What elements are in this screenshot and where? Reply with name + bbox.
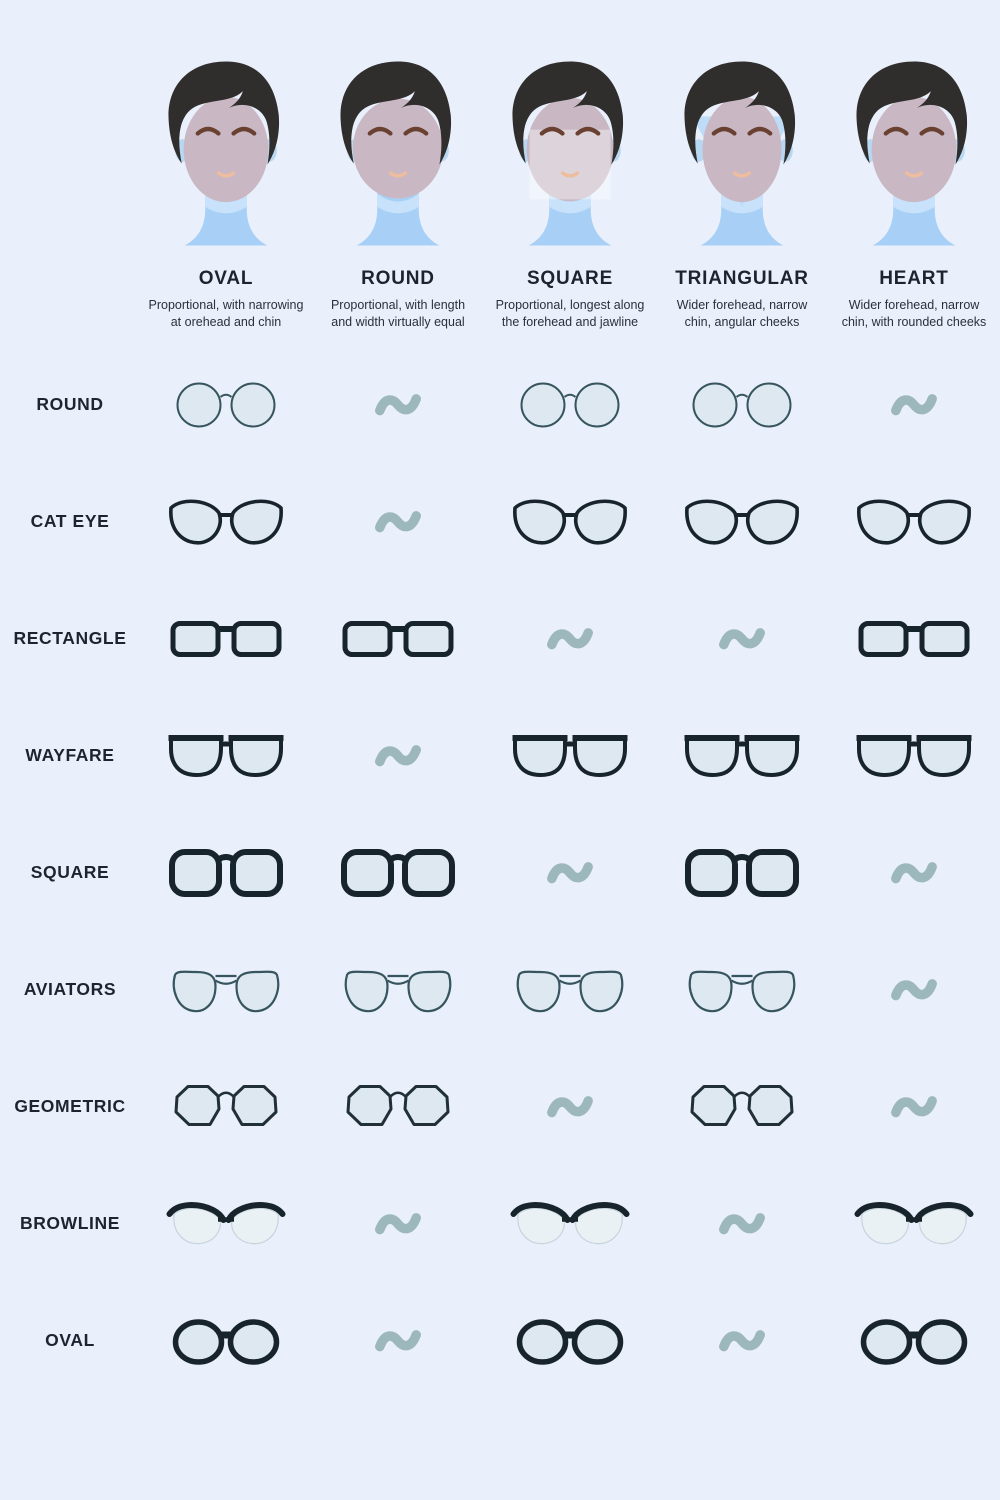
face-shape-description: Proportional, with narrowing at orehead and chin [148, 298, 304, 330]
tilde-icon [888, 1089, 940, 1124]
aviators-glasses-icon [338, 959, 458, 1019]
matrix-cell [828, 1193, 1000, 1253]
table-row [0, 463, 1000, 580]
rectangle-glasses-icon [338, 608, 458, 668]
matrix-cell [312, 738, 484, 773]
rectangle-glasses-icon [166, 608, 286, 668]
tilde-icon [372, 387, 424, 422]
matrix-cell [484, 1193, 656, 1253]
triangular-face-illustration [662, 58, 822, 256]
oval-glasses-icon [510, 1310, 630, 1370]
tilde-icon [888, 972, 940, 1007]
face-shape-label: OVAL [198, 268, 254, 289]
matrix-cell [484, 959, 656, 1019]
matrix-cell [484, 374, 656, 434]
row-label: WAYFARE [25, 744, 115, 765]
heart-face-icon [834, 58, 994, 256]
matrix-cell [312, 504, 484, 539]
cat-eye-glasses-icon [510, 491, 630, 551]
row-label: RECTANGLE [13, 627, 127, 648]
matrix-cell [484, 725, 656, 785]
table-row [0, 346, 1000, 463]
face-shape-description: Wider forehead, narrow chin, with rounded cheeks [841, 298, 987, 330]
browline-glasses-icon [166, 1193, 286, 1253]
matrix-cell [828, 491, 1000, 551]
row-label: OVAL [45, 1329, 95, 1350]
browline-glasses-icon [854, 1193, 974, 1253]
tilde-icon [716, 1323, 768, 1358]
round-face-illustration [318, 58, 478, 256]
face-shape-label: HEART [879, 268, 949, 289]
cat-eye-glasses-icon [854, 491, 974, 551]
matrix-cell [484, 621, 656, 656]
table-row [0, 1048, 1000, 1165]
header-row [0, 0, 1000, 332]
matrix-cell [656, 1076, 828, 1136]
matrix-cell [656, 621, 828, 656]
matrix-cell [656, 491, 828, 551]
wayfare-glasses-icon [510, 725, 630, 785]
wayfare-glasses-icon [682, 725, 802, 785]
matrix-cell [312, 959, 484, 1019]
face-shape-label: ROUND [361, 268, 435, 289]
geometric-glasses-icon [338, 1076, 458, 1136]
tilde-icon [372, 1206, 424, 1241]
face-column-heart [828, 58, 1000, 332]
matrix-cell [656, 725, 828, 785]
oval-face-illustration [146, 58, 306, 256]
matrix-cell [140, 1076, 312, 1136]
wayfare-glasses-icon [854, 725, 974, 785]
table-row [0, 814, 1000, 931]
tilde-icon [544, 621, 596, 656]
table-row [0, 931, 1000, 1048]
matrix-cell [140, 608, 312, 668]
tilde-icon [372, 504, 424, 539]
round-glasses-icon [682, 374, 802, 434]
row-label: GEOMETRIC [14, 1095, 126, 1116]
browline-glasses-icon [510, 1193, 630, 1253]
triangular-face-icon [662, 58, 822, 256]
matrix-cell [484, 1310, 656, 1370]
matrix-cell [140, 842, 312, 902]
tilde-icon [372, 1323, 424, 1358]
matrix-cell [140, 374, 312, 434]
table-row [0, 697, 1000, 814]
tilde-icon [888, 387, 940, 422]
cat-eye-glasses-icon [682, 491, 802, 551]
matrix-cell [656, 842, 828, 902]
wayfare-glasses-icon [166, 725, 286, 785]
tilde-icon [716, 621, 768, 656]
round-glasses-icon [166, 374, 286, 434]
tilde-icon [372, 738, 424, 773]
oval-glasses-icon [854, 1310, 974, 1370]
square-glasses-icon [682, 842, 802, 902]
matrix-cell [140, 491, 312, 551]
tilde-icon [544, 1089, 596, 1124]
matrix-cell [140, 1193, 312, 1253]
matrix-cell [828, 1310, 1000, 1370]
geometric-glasses-icon [166, 1076, 286, 1136]
oval-face-icon [146, 58, 306, 256]
row-label: BROWLINE [19, 1212, 121, 1233]
tilde-icon [544, 855, 596, 890]
matrix-cell [484, 855, 656, 890]
row-label: AVIATORS [23, 978, 117, 999]
matrix-cell [312, 1323, 484, 1358]
table-row [0, 1282, 1000, 1399]
compatibility-matrix [0, 346, 1000, 1399]
face-column-triangular [656, 58, 828, 332]
aviators-glasses-icon [682, 959, 802, 1019]
round-glasses-icon [510, 374, 630, 434]
face-column-square [484, 58, 656, 332]
face-shape-description: Proportional, with length and width virtually equal [330, 298, 466, 330]
table-row [0, 1165, 1000, 1282]
header-spacer [0, 58, 140, 332]
square-glasses-icon [338, 842, 458, 902]
matrix-cell [140, 725, 312, 785]
face-shape-description: Proportional, longest along the forehead and jawline [495, 298, 645, 330]
matrix-cell [140, 1310, 312, 1370]
table-row [0, 580, 1000, 697]
geometric-glasses-icon [682, 1076, 802, 1136]
matrix-cell [828, 387, 1000, 422]
matrix-cell [312, 1206, 484, 1241]
face-column-oval [140, 58, 312, 332]
matrix-cell [656, 959, 828, 1019]
row-label: ROUND [36, 393, 104, 414]
matrix-cell [828, 1089, 1000, 1124]
rectangle-glasses-icon [854, 608, 974, 668]
tilde-icon [888, 855, 940, 890]
matrix-cell [484, 1089, 656, 1124]
matrix-cell [312, 842, 484, 902]
face-shape-label: TRIANGULAR [675, 268, 809, 289]
aviators-glasses-icon [510, 959, 630, 1019]
square-face-illustration [490, 58, 650, 256]
matrix-cell [312, 608, 484, 668]
cat-eye-glasses-icon [166, 491, 286, 551]
oval-glasses-icon [166, 1310, 286, 1370]
square-face-icon [490, 58, 650, 256]
round-face-icon [318, 58, 478, 256]
matrix-cell [828, 855, 1000, 890]
aviators-glasses-icon [166, 959, 286, 1019]
face-column-round [312, 58, 484, 332]
row-label: CAT EYE [30, 510, 110, 531]
matrix-cell [656, 1206, 828, 1241]
heart-face-illustration [834, 58, 994, 256]
tilde-icon [716, 1206, 768, 1241]
face-shape-label: SQUARE [526, 268, 614, 289]
matrix-cell [312, 387, 484, 422]
matrix-cell [312, 1076, 484, 1136]
square-glasses-icon [166, 842, 286, 902]
matrix-cell [656, 1323, 828, 1358]
matrix-cell [828, 725, 1000, 785]
face-shape-description: Wider forehead, narrow chin, angular cheeks [676, 298, 808, 330]
matrix-cell [656, 374, 828, 434]
row-label: SQUARE [30, 861, 110, 882]
matrix-cell [828, 608, 1000, 668]
matrix-cell [484, 491, 656, 551]
matrix-cell [140, 959, 312, 1019]
matrix-cell [828, 972, 1000, 1007]
